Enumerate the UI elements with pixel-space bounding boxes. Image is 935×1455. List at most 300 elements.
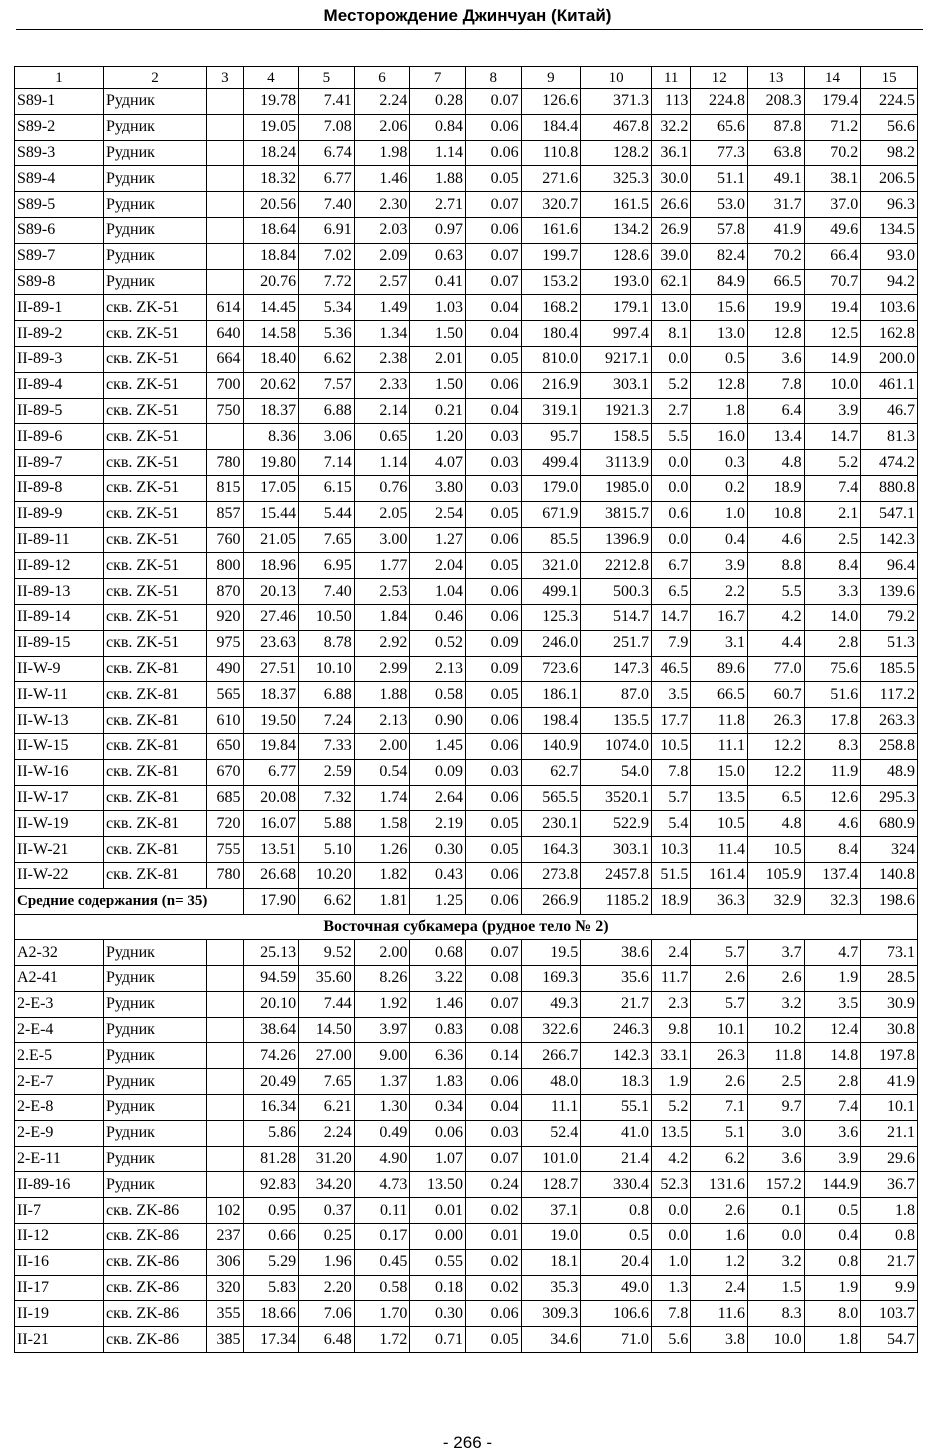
table-cell: 2.2 (691, 579, 748, 605)
table-cell: 0.11 (354, 1198, 410, 1224)
table-cell: 258.8 (861, 733, 918, 759)
table-cell: 20.76 (243, 269, 299, 295)
table-cell: 3.97 (354, 1017, 410, 1043)
table-row (15, 192, 918, 218)
table-cell: 3.22 (410, 966, 466, 992)
table-cell: 0.05 (465, 837, 521, 863)
table-cell: 650 (207, 733, 243, 759)
table-cell: 7.8 (652, 1301, 691, 1327)
table-cell (207, 991, 243, 1017)
table-cell: 0.03 (465, 475, 521, 501)
table-cell (207, 89, 243, 115)
summary-cell: 17.90 (243, 888, 299, 914)
table-cell: II-16 (15, 1249, 104, 1275)
table-cell: 216.9 (521, 372, 581, 398)
table-row (15, 579, 918, 605)
table-cell: 0.0 (652, 527, 691, 553)
table-cell: 20.4 (581, 1249, 652, 1275)
table-cell: 5.1 (691, 1120, 748, 1146)
table-row (15, 217, 918, 243)
table-cell: скв. ZK-81 (103, 811, 206, 837)
table-cell: Рудник (103, 1095, 206, 1121)
table-row (15, 682, 918, 708)
table-cell: 131.6 (691, 1172, 748, 1198)
table-cell: 5.36 (299, 321, 355, 347)
table-cell: 0.0 (652, 346, 691, 372)
table-cell: 385 (207, 1327, 243, 1353)
table-cell: Рудник (103, 991, 206, 1017)
table-cell: 193.0 (581, 269, 652, 295)
table-row (15, 269, 918, 295)
table-cell: 1.98 (354, 140, 410, 166)
table-cell: 96.3 (861, 192, 918, 218)
table-cell: 13.4 (748, 424, 805, 450)
table-cell: 7.65 (299, 1069, 355, 1095)
table-cell: 6.2 (691, 1146, 748, 1172)
table-cell: 870 (207, 579, 243, 605)
table-cell: 14.8 (804, 1043, 861, 1069)
table-cell: II-12 (15, 1224, 104, 1250)
table-cell: 179.4 (804, 89, 861, 115)
table-cell: 17.7 (652, 708, 691, 734)
table-cell: 14.9 (804, 346, 861, 372)
table-cell: 1.49 (354, 295, 410, 321)
table-cell: 2-E-11 (15, 1146, 104, 1172)
table-cell: 565.5 (521, 785, 581, 811)
table-cell: 4.90 (354, 1146, 410, 1172)
table-cell: 6.15 (299, 475, 355, 501)
table-cell: 179.1 (581, 295, 652, 321)
table-cell: 23.63 (243, 630, 299, 656)
table-cell: 0.18 (410, 1275, 466, 1301)
table-cell: 0.01 (410, 1198, 466, 1224)
table-cell: Рудник (103, 1120, 206, 1146)
table-cell: 144.9 (804, 1172, 861, 1198)
table-cell: скв. ZK-51 (103, 475, 206, 501)
table-cell: 671.9 (521, 501, 581, 527)
table-cell: 271.6 (521, 166, 581, 192)
table-row (15, 708, 918, 734)
table-cell: 15.44 (243, 501, 299, 527)
table-cell: 467.8 (581, 114, 652, 140)
table-cell: 0.03 (465, 450, 521, 476)
table-cell: 1.26 (354, 837, 410, 863)
table-cell: 5.7 (691, 991, 748, 1017)
table-cell: 499.4 (521, 450, 581, 476)
table-cell: 38.6 (581, 940, 652, 966)
column-header-row (15, 67, 918, 89)
table-cell: 1.14 (354, 450, 410, 476)
table-cell: 140.8 (861, 862, 918, 888)
table-row (15, 1249, 918, 1275)
table-cell: 7.72 (299, 269, 355, 295)
table-cell: 139.6 (861, 579, 918, 605)
table-cell: II-W-15 (15, 733, 104, 759)
table-cell: 2.00 (354, 940, 410, 966)
table-row (15, 1172, 918, 1198)
table-cell: 21.1 (861, 1120, 918, 1146)
table-cell: 303.1 (581, 372, 652, 398)
table-cell: 0.06 (465, 372, 521, 398)
table-cell: 0.06 (465, 579, 521, 605)
table-cell (207, 940, 243, 966)
table-cell: 17.05 (243, 475, 299, 501)
table-cell: 157.2 (748, 1172, 805, 1198)
table-cell: 1.3 (652, 1275, 691, 1301)
table-cell: 2.6 (691, 1069, 748, 1095)
table-cell: 15.0 (691, 759, 748, 785)
table-cell: 8.3 (748, 1301, 805, 1327)
table-cell: 135.5 (581, 708, 652, 734)
table-cell: 0.71 (410, 1327, 466, 1353)
table-cell: 93.0 (861, 243, 918, 269)
table-cell: II-17 (15, 1275, 104, 1301)
table-cell: 3113.9 (581, 450, 652, 476)
table-cell: 2.03 (354, 217, 410, 243)
table-cell: 13.5 (691, 785, 748, 811)
column-header: 9 (521, 67, 581, 89)
table-cell: 0.05 (465, 1327, 521, 1353)
table-cell: II-89-13 (15, 579, 104, 605)
table-cell: 0.09 (465, 656, 521, 682)
table-cell: 26.68 (243, 862, 299, 888)
table-row (15, 785, 918, 811)
table-cell: 0.00 (410, 1224, 466, 1250)
table-cell: 19.5 (521, 940, 581, 966)
table-cell: 10.3 (652, 837, 691, 863)
table-cell: II-89-14 (15, 604, 104, 630)
table-cell: 246.0 (521, 630, 581, 656)
table-row (15, 1301, 918, 1327)
table-cell: 670 (207, 759, 243, 785)
table-cell: 13.0 (652, 295, 691, 321)
table-cell: 7.06 (299, 1301, 355, 1327)
table-cell: 5.10 (299, 837, 355, 863)
table-cell: 20.08 (243, 785, 299, 811)
table-cell: 49.6 (804, 217, 861, 243)
table-cell: 18.32 (243, 166, 299, 192)
table-cell: 0.5 (581, 1224, 652, 1250)
table-cell: 21.4 (581, 1146, 652, 1172)
table-cell: 1.70 (354, 1301, 410, 1327)
table-cell: 95.7 (521, 424, 581, 450)
table-cell: 565 (207, 682, 243, 708)
table-cell: 26.3 (748, 708, 805, 734)
table-row (15, 733, 918, 759)
column-header: 14 (804, 67, 861, 89)
table-cell: 19.05 (243, 114, 299, 140)
table-cell: скв. ZK-51 (103, 501, 206, 527)
table-cell: 38.64 (243, 1017, 299, 1043)
column-header: 3 (207, 67, 243, 89)
table-cell: 7.14 (299, 450, 355, 476)
table-cell: 11.4 (691, 837, 748, 863)
table-cell: 10.5 (691, 811, 748, 837)
table-cell: 169.3 (521, 966, 581, 992)
table-cell: 134.5 (861, 217, 918, 243)
table-cell: 780 (207, 862, 243, 888)
table-cell: II-W-22 (15, 862, 104, 888)
table-cell: 0.3 (691, 450, 748, 476)
table-cell: 2.E-5 (15, 1043, 104, 1069)
table-cell: 1.0 (691, 501, 748, 527)
summary-row (15, 888, 918, 914)
table-cell: 2-E-4 (15, 1017, 104, 1043)
table-cell: 161.6 (521, 217, 581, 243)
table-cell: 85.5 (521, 527, 581, 553)
table-cell: 19.80 (243, 450, 299, 476)
table-cell: 0.02 (465, 1198, 521, 1224)
table-cell: 2.8 (804, 1069, 861, 1095)
table-cell: 71.2 (804, 114, 861, 140)
table-cell: 320.7 (521, 192, 581, 218)
table-cell: 75.6 (804, 656, 861, 682)
table-cell: скв. ZK-51 (103, 527, 206, 553)
table-cell: II-89-2 (15, 321, 104, 347)
table-row (15, 1095, 918, 1121)
table-cell: 4.4 (748, 630, 805, 656)
table-cell: 6.5 (748, 785, 805, 811)
table-cell: 780 (207, 450, 243, 476)
table-cell: 3815.7 (581, 501, 652, 527)
table-cell: II-89-5 (15, 398, 104, 424)
table-cell: 13.50 (410, 1172, 466, 1198)
table-cell: 14.7 (804, 424, 861, 450)
table-cell: 0.5 (691, 346, 748, 372)
table-cell: 81.28 (243, 1146, 299, 1172)
table-cell: 7.41 (299, 89, 355, 115)
table-cell: 251.7 (581, 630, 652, 656)
table-cell: 800 (207, 553, 243, 579)
table-row (15, 1017, 918, 1043)
table-cell: 0.06 (465, 1069, 521, 1095)
table-cell: 62.7 (521, 759, 581, 785)
table-cell: 5.86 (243, 1120, 299, 1146)
table-cell: 12.5 (804, 321, 861, 347)
table-cell: 199.7 (521, 243, 581, 269)
table-cell: 106.6 (581, 1301, 652, 1327)
table-cell: 197.8 (861, 1043, 918, 1069)
table-cell: 9217.1 (581, 346, 652, 372)
table-cell: 1.20 (410, 424, 466, 450)
table-cell: 1.82 (354, 862, 410, 888)
table-cell: скв. ZK-81 (103, 682, 206, 708)
table-cell: 7.4 (804, 475, 861, 501)
table-cell: 0.30 (410, 1301, 466, 1327)
table-cell: 0.8 (861, 1224, 918, 1250)
table-cell: II-89-4 (15, 372, 104, 398)
table-row (15, 1069, 918, 1095)
table-cell: 723.6 (521, 656, 581, 682)
table-cell: 0.90 (410, 708, 466, 734)
table-cell: скв. ZK-81 (103, 759, 206, 785)
table-cell: 0.06 (465, 527, 521, 553)
table-cell: 12.2 (748, 759, 805, 785)
table-cell: 77.3 (691, 140, 748, 166)
table-cell: 664 (207, 346, 243, 372)
table-cell: 158.5 (581, 424, 652, 450)
table-cell: 2.3 (652, 991, 691, 1017)
table-cell: 0.0 (652, 475, 691, 501)
table-cell: 0.34 (410, 1095, 466, 1121)
table-cell: скв. ZK-51 (103, 604, 206, 630)
table-cell: 18.3 (581, 1069, 652, 1095)
table-row (15, 89, 918, 115)
table-row (15, 604, 918, 630)
table-cell: 12.8 (691, 372, 748, 398)
column-header: 4 (243, 67, 299, 89)
table-cell: 164.3 (521, 837, 581, 863)
table-cell: 126.6 (521, 89, 581, 115)
table-cell: скв. ZK-86 (103, 1301, 206, 1327)
table-cell: 10.8 (748, 501, 805, 527)
table-cell: 2.7 (652, 398, 691, 424)
table-cell: 920 (207, 604, 243, 630)
table-row (15, 1043, 918, 1069)
table-cell: 9.52 (299, 940, 355, 966)
summary-cell: 1.81 (354, 888, 410, 914)
table-cell: 0.76 (354, 475, 410, 501)
table-cell: 1.9 (652, 1069, 691, 1095)
table-cell: 815 (207, 475, 243, 501)
table-cell: 28.5 (861, 966, 918, 992)
table-cell: 5.5 (652, 424, 691, 450)
table-cell: 1.04 (410, 579, 466, 605)
column-header: 1 (15, 67, 104, 89)
table-cell (207, 217, 243, 243)
table-cell: 7.02 (299, 243, 355, 269)
table-cell: 46.5 (652, 656, 691, 682)
table-cell: II-W-21 (15, 837, 104, 863)
table-cell: 41.9 (748, 217, 805, 243)
table-cell: 1.8 (691, 398, 748, 424)
table-cell: 2457.8 (581, 862, 652, 888)
table-cell: 1.88 (354, 682, 410, 708)
table-cell: 71.0 (581, 1327, 652, 1353)
table-cell: 13.51 (243, 837, 299, 863)
table-cell: 0.04 (465, 321, 521, 347)
table-cell: 128.2 (581, 140, 652, 166)
table-cell: 0.04 (465, 1095, 521, 1121)
summary-label: Средние содержания (n= 35) (15, 888, 244, 914)
table-cell: 147.3 (581, 656, 652, 682)
table-cell: 324 (861, 837, 918, 863)
table-cell: 325.3 (581, 166, 652, 192)
table-cell: скв. ZK-51 (103, 398, 206, 424)
table-cell: 179.0 (521, 475, 581, 501)
table-cell: 2.59 (299, 759, 355, 785)
title-rule (16, 29, 923, 30)
table-cell: II-W-11 (15, 682, 104, 708)
table-row (15, 501, 918, 527)
table-cell: скв. ZK-86 (103, 1327, 206, 1353)
table-row (15, 475, 918, 501)
table-cell: 14.50 (299, 1017, 355, 1043)
table-cell: Рудник (103, 243, 206, 269)
table-cell: 56.6 (861, 114, 918, 140)
table-cell (207, 1069, 243, 1095)
table-cell: 10.0 (748, 1327, 805, 1353)
table-cell: 0.06 (465, 217, 521, 243)
table-cell: 19.84 (243, 733, 299, 759)
table-row (15, 1224, 918, 1250)
table-cell: 1.92 (354, 991, 410, 1017)
table-cell: 0.58 (410, 682, 466, 708)
table-cell: 32.2 (652, 114, 691, 140)
table-cell: 0.0 (652, 1198, 691, 1224)
table-cell: 18.37 (243, 398, 299, 424)
table-cell: 0.24 (465, 1172, 521, 1198)
table-cell: 3520.1 (581, 785, 652, 811)
table-cell: 2.38 (354, 346, 410, 372)
table-cell: Рудник (103, 89, 206, 115)
table-cell: 0.07 (465, 1146, 521, 1172)
table-cell: 857 (207, 501, 243, 527)
table-cell: II-W-13 (15, 708, 104, 734)
table-cell: 1921.3 (581, 398, 652, 424)
table-cell: 0.03 (465, 1120, 521, 1146)
table-cell: 12.4 (804, 1017, 861, 1043)
table-cell: 0.06 (465, 733, 521, 759)
table-cell: 0.05 (465, 501, 521, 527)
table-cell (207, 1095, 243, 1121)
table-cell: 87.0 (581, 682, 652, 708)
table-cell: 1.5 (748, 1275, 805, 1301)
table-cell: 610 (207, 708, 243, 734)
table-cell: 4.6 (748, 527, 805, 553)
table-cell: 0.2 (691, 475, 748, 501)
table-cell: 0.06 (465, 140, 521, 166)
table-cell: 975 (207, 630, 243, 656)
table-cell: 26.3 (691, 1043, 748, 1069)
table-row (15, 1275, 918, 1301)
table-cell: 20.13 (243, 579, 299, 605)
table-cell: 38.1 (804, 166, 861, 192)
table-cell: 74.26 (243, 1043, 299, 1069)
table-cell: 0.58 (354, 1275, 410, 1301)
table-row (15, 321, 918, 347)
table-cell: II-W-19 (15, 811, 104, 837)
table-cell: 52.3 (652, 1172, 691, 1198)
table-cell: II-89-9 (15, 501, 104, 527)
table-cell: скв. ZK-51 (103, 579, 206, 605)
table-cell: 2.99 (354, 656, 410, 682)
table-cell: 2.1 (804, 501, 861, 527)
table-cell: Рудник (103, 140, 206, 166)
table-cell: 2.13 (410, 656, 466, 682)
table-cell: 62.1 (652, 269, 691, 295)
table-cell: Рудник (103, 966, 206, 992)
table-cell: S89-2 (15, 114, 104, 140)
table-cell: 3.0 (748, 1120, 805, 1146)
table-cell: 25.13 (243, 940, 299, 966)
table-cell: 0.07 (465, 269, 521, 295)
table-cell: II-89-1 (15, 295, 104, 321)
table-cell: II-W-16 (15, 759, 104, 785)
table-cell: 39.0 (652, 243, 691, 269)
table-cell: 161.5 (581, 192, 652, 218)
table-cell: 11.6 (691, 1301, 748, 1327)
table-cell: 3.6 (748, 1146, 805, 1172)
table-cell: 0.05 (465, 553, 521, 579)
table-row (15, 243, 918, 269)
table-cell: скв. ZK-51 (103, 346, 206, 372)
table-cell: 2.6 (691, 1198, 748, 1224)
table-cell: II-19 (15, 1301, 104, 1327)
table-cell: 60.7 (748, 682, 805, 708)
table-cell: 21.7 (861, 1249, 918, 1275)
table-cell: 8.36 (243, 424, 299, 450)
